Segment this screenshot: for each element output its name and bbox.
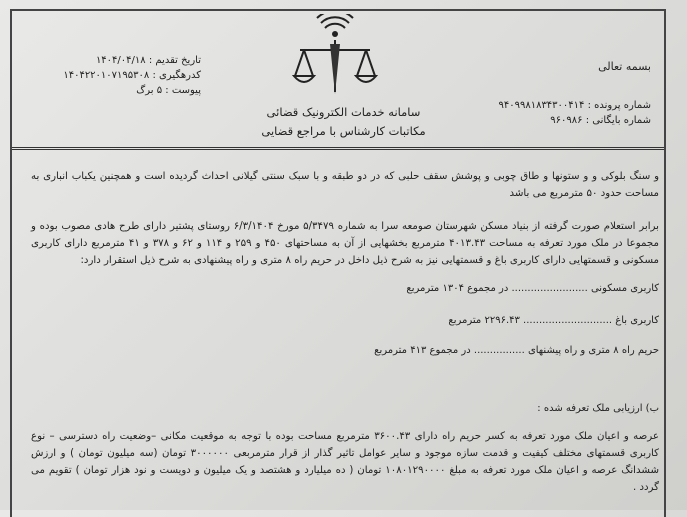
item-value: در مجموع ۴۱۳ مترمربع	[374, 345, 471, 356]
item-value: در مجموع ۱۳۰۴ مترمربع	[406, 283, 509, 294]
system-title: سامانه خدمات الکترونیک قضائی	[266, 105, 421, 119]
system-subtitle: مکاتبات کارشناس با مراجع قضایی	[261, 124, 426, 138]
file-number: شماره پرونده : ۹۴۰۹۹۸۱۸۳۴۳۰۰۴۱۴	[498, 100, 651, 111]
usage-garden: کاربری باغ ............................ ۲۲۹۶.۴۳ مترمربع	[448, 315, 659, 326]
paragraph-building: و سنگ بلوکی و و ستونها و طاق چوبی و پوشش سقف حلبی که در دو طبقه و با سبک سنتی گیلانی احداث گردیده است و همچنین یکباب انباری به مساحت حدود ۵۰ مترمربع می باشد	[31, 171, 659, 199]
scales-of-justice-logo	[292, 14, 378, 106]
usage-road-buffer: حریم راه ۸ متری و راه پیشنهای ................ در مجموع ۴۱۳ مترمربع	[374, 345, 659, 356]
submit-date: تاریخ تقدیم : ۱۴۰۴/۰۴/۱۸	[95, 55, 201, 66]
item-label: حریم راه ۸ متری و راه پیشنهای	[527, 345, 659, 356]
item-label: کاربری باغ	[615, 315, 659, 326]
paragraph-valuation: عرصه و اعیان ملک مورد تعرفه به کسر حریم راه دارای ۳۶۰۰.۴۳ مترمربع مساحت بوده با توجه به موقعیت مکانی –وضعیت راه دسترسی – نوع کاربری قسمتهای مختلف کیفیت و قدمت سازه موجود و سایر عوامل تاثیر گذار از قرار مترمربعی ۳۰۰۰۰۰۰ تومان (سه میلیون تومان ) و ارزش ششدانگ عرصه و اعیان ملک مورد تعرفه به مبلغ ۱۰۸۰۱۲۹۰۰۰۰ تومان ( ده میلیارد و هشتصد و یک میلیون و دویست و نود هزار تومان ) تقویم می گردد .	[31, 431, 659, 493]
section-b-heading: ب) ارزیابی ملک تعرفه شده :	[537, 403, 659, 414]
bismillah: بسمه تعالی	[598, 60, 651, 73]
tracking-code: کدرهگیری : ۱۴۰۴۲۲۰۱۰۷۱۹۵۳۰۸	[63, 70, 201, 81]
usage-residential: کاربری مسکونی ........................ در مجموع ۱۳۰۴ مترمربع	[406, 283, 659, 294]
paragraph-inquiry: برابر استعلام صورت گرفته از بنیاد مسکن شهرستان صومعه سرا به شماره ۵/۳۴۷۹ مورخ ۶/۳/۱۴۰۴ روستای پشتیر دارای طرح هادی مصوب بوده و مجموعا در ملک مورد تعرفه به مساحت ۴۰۱۳.۴۳ مترمربع بخشهایی از آن به مساحتهای ۴۵۰ و ۲۵۹ و ۱۱۴ و ۶۲ و ۳۷۸ و ۴۱ مترمربع دارای کاربری مسکونی و قسمتهایی دارای کاربری باغ و قسمتهایی نیز به شرح ذیل داخل در حریم راه ۸ متری و راه پیشنهادی به شرح ذیل استقرار دارد:	[31, 221, 660, 266]
item-label: کاربری مسکونی	[590, 283, 659, 294]
archive-number: شماره بایگانی : ۹۶۰۹۸۶	[550, 115, 651, 126]
item-value: ۲۲۹۶.۴۳ مترمربع	[448, 315, 520, 326]
attachment-count: پیوست : ۵ برگ	[136, 85, 201, 96]
